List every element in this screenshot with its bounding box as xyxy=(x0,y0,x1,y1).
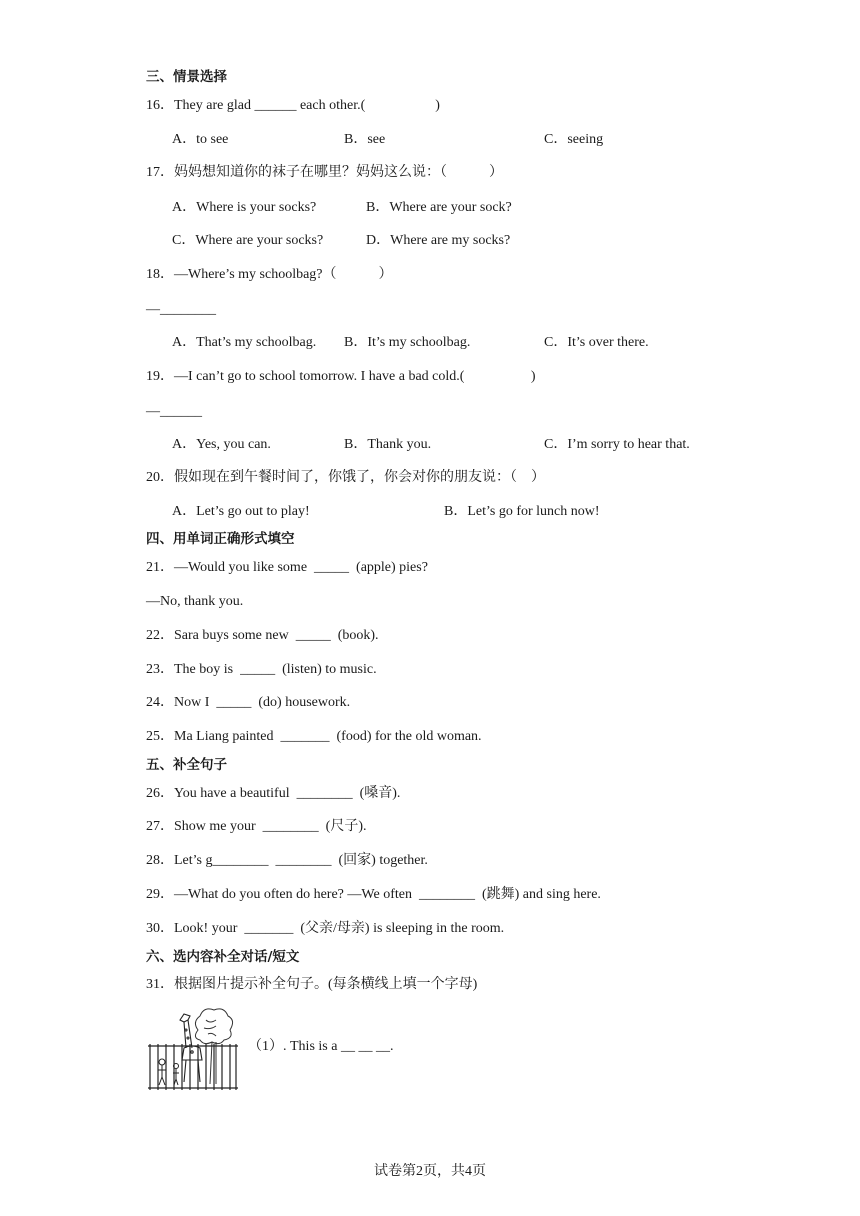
question-21-line2: —No, thank you. xyxy=(146,594,244,609)
question-30: 30．Look! your _______ (父亲/母亲) is sleeping in the room. xyxy=(146,921,505,936)
question-16-option-c: C．seeing xyxy=(544,132,604,147)
question-19-option-b: B．Thank you. xyxy=(344,437,432,452)
question-17-option-c: C．Where are your socks? xyxy=(172,233,324,248)
section-heading-5: 五、补全句子 xyxy=(146,757,227,773)
question-19-option-a: A．Yes, you can. xyxy=(172,437,271,452)
question-18-option-b: B．It’s my schoolbag. xyxy=(344,335,471,350)
question-25: 25．Ma Liang painted _______ (food) for the old woman. xyxy=(146,729,482,744)
question-23: 23．The boy is _____ (listen) to music. xyxy=(146,662,377,677)
question-17-option-d: D．Where are my socks? xyxy=(366,233,511,248)
page-footer: 试卷第2页，共4页 xyxy=(374,1164,486,1179)
question-17-option-a: A．Where is your socks? xyxy=(172,200,317,215)
question-16-stem: 16．They are glad ______ each other.( ) xyxy=(146,98,440,113)
question-20-option-b: B．Let’s go for lunch now! xyxy=(444,504,600,519)
question-16-option-b: B．see xyxy=(344,132,386,147)
question-18-stem: 18．—Where’s my schoolbag?（ ） xyxy=(146,267,393,282)
question-29: 29．—What do you often do here? —We often ________ (跳舞) and sing here. xyxy=(146,887,601,902)
question-18-answer-blank: —________ xyxy=(146,302,216,317)
question-26: 26．You have a beautiful ________ (嗓音). xyxy=(146,786,401,801)
zoo-illustration xyxy=(146,1000,238,1092)
question-24: 24．Now I _____ (do) housework. xyxy=(146,695,351,710)
question-16-option-a: A．to see xyxy=(172,132,229,147)
section-heading-4: 四、用单词正确形式填空 xyxy=(146,531,295,547)
question-19-option-c: C．I’m sorry to hear that. xyxy=(544,437,690,452)
question-27: 27．Show me your ________ (尺子). xyxy=(146,819,367,834)
question-20-option-a: A．Let’s go out to play! xyxy=(172,504,310,519)
question-17-option-b: B．Where are your sock? xyxy=(366,200,512,215)
question-18-option-c: C．It’s over there. xyxy=(544,335,649,350)
section-heading-6: 六、选内容补全对话/短文 xyxy=(146,949,300,965)
question-28: 28．Let’s g________ ________ (回家) together. xyxy=(146,853,428,868)
question-31-sub1: （1）. This is a __ __ __. xyxy=(248,1039,394,1054)
question-31-stem: 31．根据图片提示补全句子。(每条横线上填一个字母) xyxy=(146,977,478,992)
question-20-stem: 20．假如现在到午餐时间了，你饿了，你会对你的朋友说：（ ） xyxy=(146,470,545,485)
question-21-line1: 21．—Would you like some _____ (apple) pies? xyxy=(146,560,428,575)
question-18-option-a: A．That’s my schoolbag. xyxy=(172,335,317,350)
question-19-stem: 19．—I can’t go to school tomorrow. I have a bad cold.( ) xyxy=(146,369,536,384)
question-17-stem: 17．妈妈想知道你的袜子在哪里？妈妈这么说：（ ） xyxy=(146,165,503,180)
section-heading-3: 三、情景选择 xyxy=(146,69,227,85)
question-19-answer-blank: —______ xyxy=(146,404,202,419)
question-22: 22．Sara buys some new _____ (book). xyxy=(146,628,379,643)
